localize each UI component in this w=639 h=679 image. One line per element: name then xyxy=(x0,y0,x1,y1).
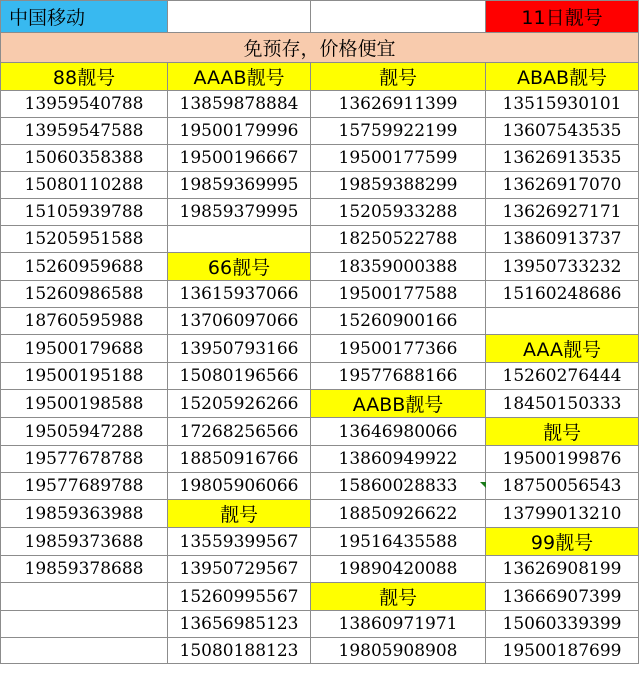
number-cell: 13859878884 xyxy=(168,91,311,118)
number-cell: 13860971971 xyxy=(311,611,486,638)
number-cell: 13950733232 xyxy=(486,253,639,281)
number-cell: 13559399567 xyxy=(168,528,311,556)
number-cell: 19859379995 xyxy=(168,199,311,226)
number-cell: 15060358388 xyxy=(1,145,168,172)
number-cell: 13959540788 xyxy=(1,91,168,118)
number-cell: 19859369995 xyxy=(168,172,311,199)
number-cell: 19577678788 xyxy=(1,446,168,473)
number-cell: 19577689788 xyxy=(1,473,168,500)
number-cell: 13666907399 xyxy=(486,583,639,611)
number-cell: 18250522788 xyxy=(311,226,486,253)
number-cell: 18450150333 xyxy=(486,390,639,418)
number-cell: 15105939788 xyxy=(1,199,168,226)
number-cell: 15080196566 xyxy=(168,363,311,390)
number-cell: 15205926266 xyxy=(168,390,311,418)
category-header-aaa: AAA靓号 xyxy=(486,335,639,363)
number-cell: 13950729567 xyxy=(168,556,311,583)
number-cell: 19500187699 xyxy=(486,638,639,664)
number-cell: 19500177366 xyxy=(311,335,486,363)
number-cell: 13626913535 xyxy=(486,145,639,172)
number-cell: 19516435588 xyxy=(311,528,486,556)
number-cell: 19859373688 xyxy=(1,528,168,556)
number-cell: 15860028833 xyxy=(311,473,486,500)
number-cell: 13799013210 xyxy=(486,500,639,528)
number-cell: 13515930101 xyxy=(486,91,639,118)
number-cell: 19500177599 xyxy=(311,145,486,172)
number-cell: 13656985123 xyxy=(168,611,311,638)
empty-cell xyxy=(1,638,168,664)
number-cell: 19805908908 xyxy=(311,638,486,664)
promo-banner: 免预存，价格便宜 xyxy=(1,33,639,63)
number-cell: 13950793166 xyxy=(168,335,311,363)
number-cell: 19505947288 xyxy=(1,418,168,446)
empty-cell xyxy=(168,226,311,253)
number-cell: 13860949922 xyxy=(311,446,486,473)
cell-comment-marker xyxy=(480,482,486,488)
empty-cell xyxy=(1,611,168,638)
number-cell: 13706097066 xyxy=(168,308,311,335)
number-cell: 15080110288 xyxy=(1,172,168,199)
date-badge: 11日靓号 xyxy=(486,1,639,33)
number-cell: 15205951588 xyxy=(1,226,168,253)
category-header-lianghao: 靓号 xyxy=(311,583,486,611)
number-cell: 15205933288 xyxy=(311,199,486,226)
category-header-aaab: AAAB靓号 xyxy=(168,63,311,91)
number-cell: 13860913737 xyxy=(486,226,639,253)
number-cell: 15260959688 xyxy=(1,253,168,281)
number-cell: 19859378688 xyxy=(1,556,168,583)
number-cell: 19500179688 xyxy=(1,335,168,363)
number-cell: 13626917070 xyxy=(486,172,639,199)
number-cell: 13615937066 xyxy=(168,281,311,308)
number-cell: 13959547588 xyxy=(1,118,168,145)
category-header-lianghao: 靓号 xyxy=(311,63,486,91)
category-header-lianghao: 靓号 xyxy=(168,500,311,528)
number-cell: 15260276444 xyxy=(486,363,639,390)
category-header-66: 66靓号 xyxy=(168,253,311,281)
number-cell: 19500199876 xyxy=(486,446,639,473)
number-cell: 13626911399 xyxy=(311,91,486,118)
number-cell: 18750056543 xyxy=(486,473,639,500)
number-cell: 15260900166 xyxy=(311,308,486,335)
number-cell: 17268256566 xyxy=(168,418,311,446)
empty-cell xyxy=(486,308,639,335)
number-cell: 19577688166 xyxy=(311,363,486,390)
number-cell: 18359000388 xyxy=(311,253,486,281)
number-cell: 15260995567 xyxy=(168,583,311,611)
carrier-cell: 中国移动 xyxy=(1,1,168,33)
number-cell: 19500177588 xyxy=(311,281,486,308)
number-cell: 13626927171 xyxy=(486,199,639,226)
empty-cell xyxy=(168,1,311,33)
number-cell: 15060339399 xyxy=(486,611,639,638)
number-cell: 19859388299 xyxy=(311,172,486,199)
empty-cell xyxy=(311,1,486,33)
number-cell: 15080188123 xyxy=(168,638,311,664)
number-cell: 15759922199 xyxy=(311,118,486,145)
number-cell: 15260986588 xyxy=(1,281,168,308)
number-cell: 19500196667 xyxy=(168,145,311,172)
category-header-lianghao: 靓号 xyxy=(486,418,639,446)
category-header-abab: ABAB靓号 xyxy=(486,63,639,91)
category-header-99: 99靓号 xyxy=(486,528,639,556)
number-cell: 15160248686 xyxy=(486,281,639,308)
number-cell: 18760595988 xyxy=(1,308,168,335)
number-cell: 13607543535 xyxy=(486,118,639,145)
category-header-aabb: AABB靓号 xyxy=(311,390,486,418)
number-cell: 19500198588 xyxy=(1,390,168,418)
category-header-88: 88靓号 xyxy=(1,63,168,91)
number-cell: 13626908199 xyxy=(486,556,639,583)
number-cell: 19500195188 xyxy=(1,363,168,390)
number-cell: 13646980066 xyxy=(311,418,486,446)
number-cell: 19805906066 xyxy=(168,473,311,500)
number-cell: 19890420088 xyxy=(311,556,486,583)
number-cell: 18850916766 xyxy=(168,446,311,473)
empty-cell xyxy=(1,583,168,611)
number-cell: 19859363988 xyxy=(1,500,168,528)
number-cell: 18850926622 xyxy=(311,500,486,528)
number-cell: 19500179996 xyxy=(168,118,311,145)
